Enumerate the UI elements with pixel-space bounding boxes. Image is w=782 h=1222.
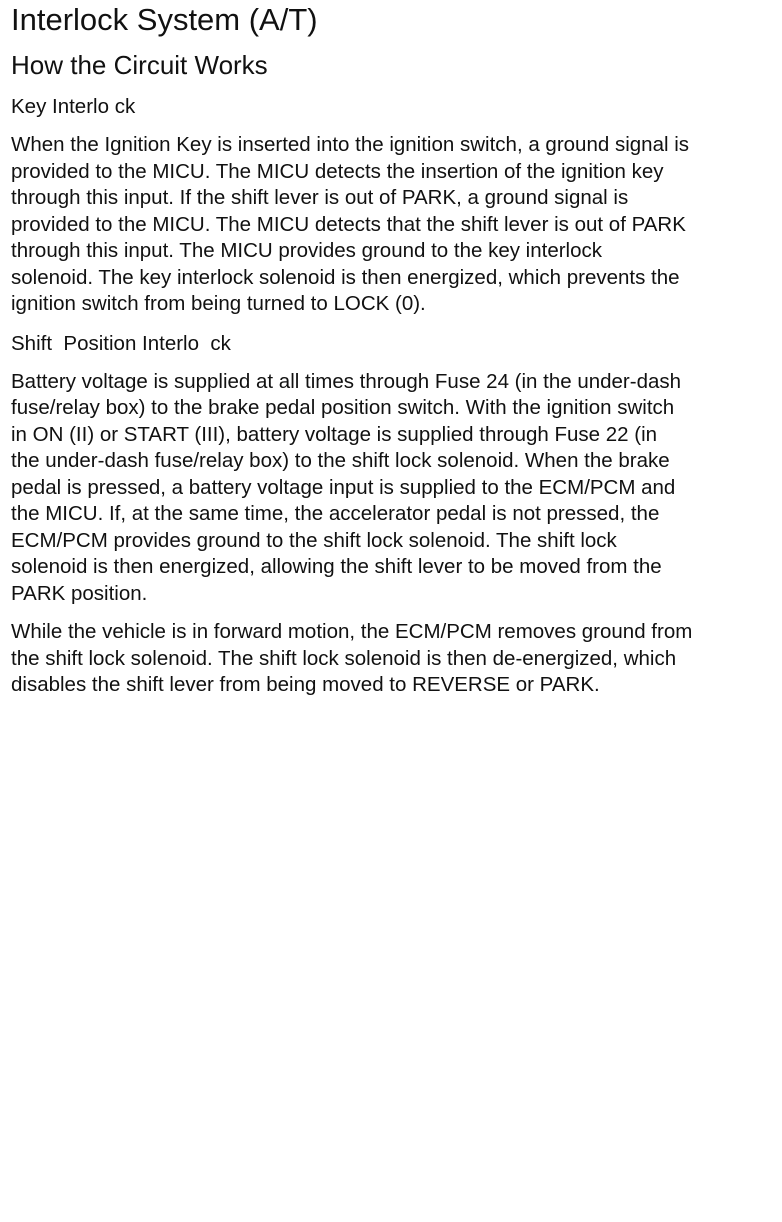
text-line: Battery voltage is supplied at all times through Fuse 24 (in the under-dash	[11, 369, 682, 393]
text-line: solenoid. The key interlock solenoid is then energized, which prevents the	[11, 265, 680, 289]
text-line: ECM/PCM provides ground to the shift lock solenoid. The shift lock	[11, 528, 617, 552]
section-heading: Shift Position Interlo ck	[11, 331, 231, 355]
text-line: While the vehicle is in forward motion, the ECM/PCM removes ground from	[11, 620, 693, 643]
text-line: provided to the MICU. The MICU detects the insertion of the ignition key	[11, 159, 664, 183]
paragraph	[11, 132, 771, 318]
text-line: fuse/relay box) to the brake pedal position switch. With the ignition switch	[11, 396, 675, 419]
text-line: through this input. If the shift lever is out of PARK, a ground signal is	[11, 186, 629, 209]
text-line: the under-dash fuse/relay box) to the shift lock solenoid. When the brake	[11, 449, 670, 472]
page-subtitle: How the Circuit Works	[11, 50, 268, 80]
text-line: ignition switch from being turned to LOCK (0).	[11, 292, 426, 315]
text-line: disables the shift lever from being moved to REVERSE or PARK.	[11, 673, 600, 696]
paragraph	[11, 619, 771, 699]
text-line: in ON (II) or START (III), battery voltage is supplied through Fuse 22 (in	[11, 422, 658, 446]
page-title: Interlock System (A/T)	[11, 2, 318, 37]
text-line: the MICU. If, at the same time, the accelerator pedal is not pressed, the	[11, 502, 660, 525]
section-key-interlock	[11, 94, 771, 318]
text-line: solenoid is then energized, allowing the shift lever to be moved from the	[11, 555, 662, 578]
text-line: PARK position.	[11, 581, 148, 605]
text-line: provided to the MICU. The MICU detects that the shift lever is out of PARK	[11, 212, 686, 236]
section-heading: Key Interlo ck	[11, 95, 136, 118]
document-page	[11, 0, 771, 699]
text-line: pedal is pressed, a battery voltage input is supplied to the ECM/PCM and	[11, 475, 676, 499]
paragraph	[11, 369, 771, 608]
text-line: through this input. The MICU provides ground to the key interlock	[11, 239, 603, 262]
text-line: the shift lock solenoid. The shift lock solenoid is then de-energized, which	[11, 646, 677, 670]
text-line: When the Ignition Key is inserted into the ignition switch, a ground signal is	[11, 133, 690, 156]
section-shift-position-interlock	[11, 331, 771, 699]
